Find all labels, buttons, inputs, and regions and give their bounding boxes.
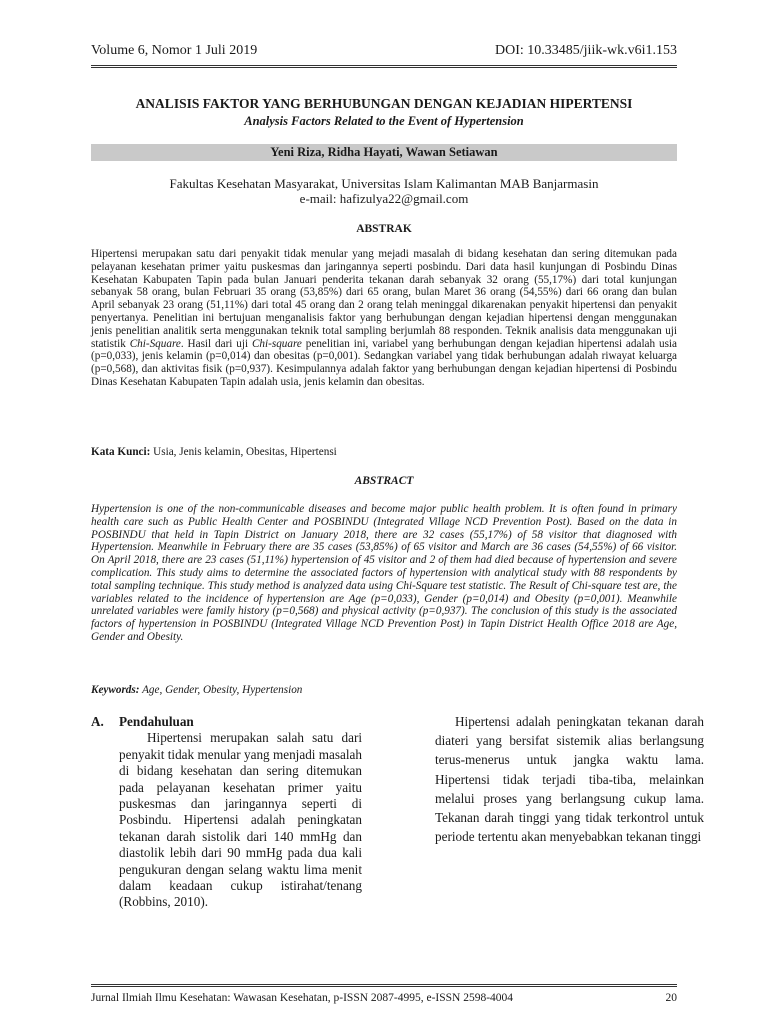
kata-kunci — [91, 446, 677, 459]
doi-info: DOI: 10.33485/jiik-wk.v6i1.153 — [495, 43, 677, 58]
kata-kunci-label: Kata Kunci: — [91, 446, 151, 458]
page-number: 20 — [665, 992, 677, 1004]
article-title: ANALISIS FAKTOR YANG BERHUBUNGAN DENGAN KEJADIAN HIPERTENSI — [135, 96, 633, 111]
abstrak-chi-square-1: Chi-Square — [129, 337, 181, 350]
abstrak-text-3: penelitian ini, variabel yang berhubungan dengan kejadian hipertensi adalah usia (p=0,033), jenis kelamin (p=0,014) dan obesitas (p=0,001). Sedangkan variabel yang tidak berhubungan adalah riwayat keluarga (p=0,568), dan aktivitas fisik (p=0,937). Kesimpulannya adalah faktor yang berhubungan dengan kejadian hipertensi di Posbindu Dinas Kesehatan Kabupaten Tapin adalah usia, jenis kelamin dan obesitas. — [91, 337, 677, 388]
abstrak-chi-square-2: Chi-square — [251, 337, 302, 350]
keywords — [91, 684, 677, 697]
abstract-body: Hypertension is one of the non-communicable diseases and become major public health problem. It is often found in primary health care such as Public Health Center and POSBINDU (Integrated Village NCD Prevention Post). Based on the data in POSBINDU that held in Tapin District on January 2018, there are 32 cases (55,17%) of 58 visitor that diagnosed with Hypertension. Meanwhile in February there are 35 cases (53,85%) of 65 visitor and March are 36 cases (54,55%) of 66 visitor. On April 2018, there are 23 cases (51,11%) hypertension of 45 visitor and 2 of them had died because of hypertension and severe complication. This study aims to determine the associated factors of hypertension with analytical study with 88 respondents by total sampling technique. This study method is analyzed data using Chi-Square test statistic. The Result of Chi-square test are, the variables related to the incidence of hypertension are Age (p=0,033), Gender (p=0,014) and Obesity (p=0,001). Meanwhile unrelated variables were family history (p=0,568) and physical activity (p=0,937). The conclusion of this study is the associated factors of hypertension in POSBINDU (Integrated Village NCD Prevention Post) in Tapin District Health Office 2018 are Age, Gender and Obesity. — [91, 503, 677, 643]
kata-kunci-value: Usia, Jenis kelamin, Obesitas, Hipertensi — [150, 446, 337, 458]
header-divider — [91, 65, 677, 68]
keywords-value: Age, Gender, Obesity, Hypertension — [139, 684, 303, 696]
right-column-paragraph: Hipertensi adalah peningkatan tekanan darah diateri yang bersifat sistemik alias berlangsung terus-menerus untuk jangka waktu lama. Hipertensi tidak terjadi tiba-tiba, melainkan melalui proses yang berlangsung cukup lama. Tekanan darah tinggi yang tidak terkontrol untuk periode tertentu akan menyebabkan tekanan tinggi — [435, 714, 704, 845]
abstrak-text-1: Hipertensi merupakan satu dari penyakit tidak menular yang mejadi masalah di bidang kesehatan dan sering ditemukan pada pelayanan kesehatan primer yaitu puskesmas dan jaringannya seperti posbindu. Dari data hasil kunjungan di Posbindu Dinas Kesehatan Kabupaten Tapin pada bulan Januari penderita tekanan darah sebanyak 32 orang (55,17%) dari total kunjungan sebanyak 58 orang, bulan Februari 35 orang (53,85%) dari 65 orang, bulan Maret 36 orang (54,55%) dari 66 orang dan bulan April sebanyak 23 orang (51,11%) dari total 45 orang dan 2 orang telah meninggal dikarenakan penyakit hipertensi dan penyakit penyertanya. Penelitian ini bertujuan menganalisis faktor yang berhubungan dengan kejadian hipertensi dengan menggunakan jenis penelitian analitik serta menggunakan teknik total sampling berjumlah 88 responden. Teknik analisis data menggunakan uji statistik — [91, 248, 677, 350]
running-footer — [91, 991, 677, 1005]
volume-info: Volume 6, Nomor 1 Juli 2019 — [91, 43, 258, 58]
affiliation: Fakultas Kesehatan Masyarakat, Universitas Islam Kalimantan MAB Banjarmasin — [169, 176, 599, 191]
left-column — [91, 714, 362, 911]
article-subtitle: Analysis Factors Related to the Event of Hypertension — [244, 114, 524, 128]
section-title: Pendahuluan — [119, 714, 194, 729]
footer-divider — [91, 984, 677, 987]
author-email: e-mail: hafizulya22@gmail.com — [299, 191, 469, 206]
journal-info: Jurnal Ilmiah Ilmu Kesehatan: Wawasan Kesehatan, p-ISSN 2087-4995, e-ISSN 2598-4004 — [91, 992, 514, 1004]
abstrak-heading: ABSTRAK — [356, 223, 412, 235]
section-heading-pendahuluan — [91, 714, 362, 730]
abstract-heading: ABSTRACT — [354, 475, 414, 487]
section-number: A. — [91, 714, 104, 729]
pendahuluan-paragraph: Hipertensi merupakan salah satu dari penyakit tidak menular yang menjadi masalah di bidang kesehatan dan sering ditemukan pada pelayanan kesehatan primer yaitu puskesmas dan jaringannya seperti di Posbindu. Hipertensi adalah peningkatan tekanan darah sistolik dari 140 mmHg dan diastolik lebih dari 90 mmHg pada dua kali pengukuran dengan selang waktu lima menit dalam keadaan cukup istirahat/tenang (Robbins, 2010). — [119, 730, 362, 910]
running-header — [91, 42, 677, 60]
abstrak-text-2: . Hasil dari uji — [180, 337, 252, 350]
authors: Yeni Riza, Ridha Hayati, Wawan Setiawan — [91, 144, 677, 161]
keywords-label: Keywords: — [91, 684, 140, 696]
abstrak-body — [91, 248, 677, 389]
